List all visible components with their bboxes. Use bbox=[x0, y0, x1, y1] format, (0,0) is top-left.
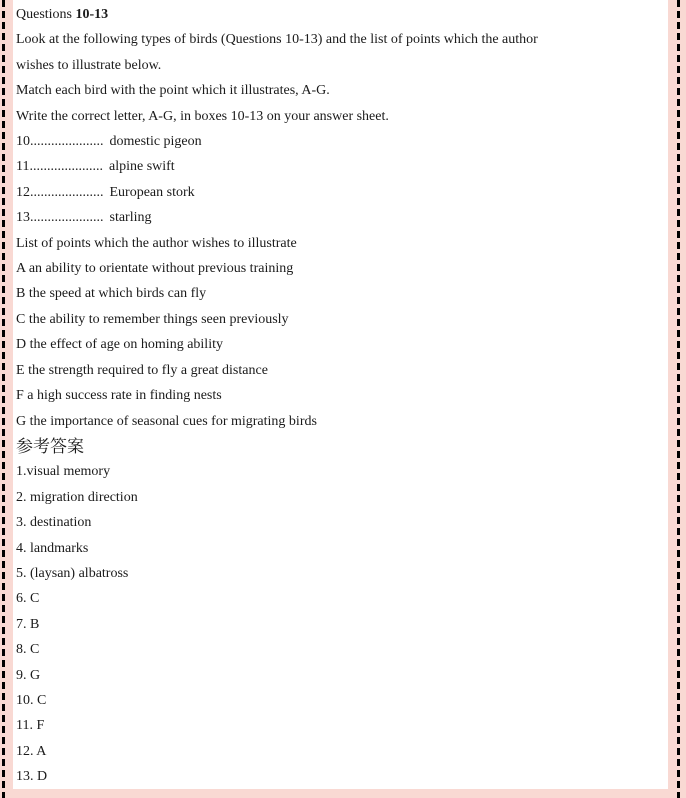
point-letter: F bbox=[16, 388, 24, 404]
answer-item-13: 13. D bbox=[16, 769, 48, 785]
point-letter: G bbox=[16, 413, 27, 429]
question-number: 12 bbox=[16, 184, 30, 200]
question-item-13 bbox=[16, 205, 664, 230]
question-number: 13 bbox=[16, 210, 30, 226]
question-item-10 bbox=[16, 129, 664, 154]
intro-line-2: wishes to illustrate below. bbox=[16, 57, 162, 73]
point-text: a high success rate in finding nests bbox=[27, 388, 222, 404]
answer-item-9: 9. G bbox=[16, 667, 41, 683]
answer-item-7: 7. B bbox=[16, 616, 40, 632]
answer-item-12: 12. A bbox=[16, 743, 47, 759]
intro-line-1: Look at the following types of birds (Questions 10-13) and the list of points which the author bbox=[16, 32, 538, 48]
list-of-points-heading: List of points which the author wishes to illustrate bbox=[16, 235, 297, 251]
point-item-e bbox=[16, 358, 664, 383]
question-bird: domestic pigeon bbox=[109, 134, 202, 150]
answer-item-2: 2. migration direction bbox=[16, 489, 138, 505]
question-bird: starling bbox=[109, 210, 152, 226]
answer-item-5: 5. (laysan) albatross bbox=[16, 565, 129, 581]
answer-blank-dots: ..................... bbox=[30, 210, 104, 226]
point-letter: E bbox=[16, 362, 25, 378]
intro-line-3: Match each bird with the point which it illustrates, A-G. bbox=[16, 83, 330, 99]
point-item-d bbox=[16, 332, 664, 357]
point-item-c bbox=[16, 307, 664, 332]
point-text: the speed at which birds can fly bbox=[28, 286, 207, 302]
point-letter: C bbox=[16, 311, 26, 327]
answer-item-3: 3. destination bbox=[16, 515, 92, 531]
right-dashed-border bbox=[677, 0, 680, 798]
question-bird: European stork bbox=[109, 184, 195, 200]
intro-line-4: Write the correct letter, A-G, in boxes 10-13 on your answer sheet. bbox=[16, 108, 389, 124]
answer-blank-dots: ..................... bbox=[29, 159, 103, 175]
question-item-12 bbox=[16, 180, 664, 205]
questions-title-range: 10-13 bbox=[75, 7, 109, 22]
question-item-11 bbox=[16, 154, 664, 179]
point-text: the importance of seasonal cues for migrating birds bbox=[29, 413, 317, 429]
reference-answers-heading: 参考答案 bbox=[16, 436, 84, 456]
left-dashed-border bbox=[2, 0, 5, 798]
answer-item-11: 11. F bbox=[16, 718, 45, 734]
document-content bbox=[13, 0, 668, 789]
point-letter: A bbox=[16, 261, 26, 277]
question-number: 10 bbox=[16, 134, 30, 150]
answer-item-10: 10. C bbox=[16, 692, 47, 708]
questions-title-prefix: Questions bbox=[16, 7, 76, 22]
question-number: 11 bbox=[16, 159, 30, 175]
point-text: an ability to orientate without previous training bbox=[28, 261, 294, 277]
answer-blank-dots: ..................... bbox=[30, 134, 104, 150]
point-text: the ability to remember things seen previously bbox=[28, 311, 289, 327]
point-text: the effect of age on homing ability bbox=[29, 337, 223, 353]
point-item-g bbox=[16, 409, 664, 434]
answer-item-8: 8. C bbox=[16, 642, 40, 658]
answer-item-6: 6. C bbox=[16, 591, 40, 607]
questions-title bbox=[16, 2, 664, 27]
question-bird: alpine swift bbox=[108, 159, 175, 175]
point-item-a bbox=[16, 256, 664, 281]
point-letter: B bbox=[16, 286, 26, 302]
answer-item-1: 1.visual memory bbox=[16, 464, 111, 480]
point-letter: D bbox=[16, 337, 27, 353]
point-text: the strength required to fly a great distance bbox=[28, 362, 268, 378]
answer-item-4: 4. landmarks bbox=[16, 540, 89, 556]
answer-blank-dots: ..................... bbox=[30, 184, 104, 200]
point-item-f bbox=[16, 383, 664, 408]
point-item-b bbox=[16, 281, 664, 306]
